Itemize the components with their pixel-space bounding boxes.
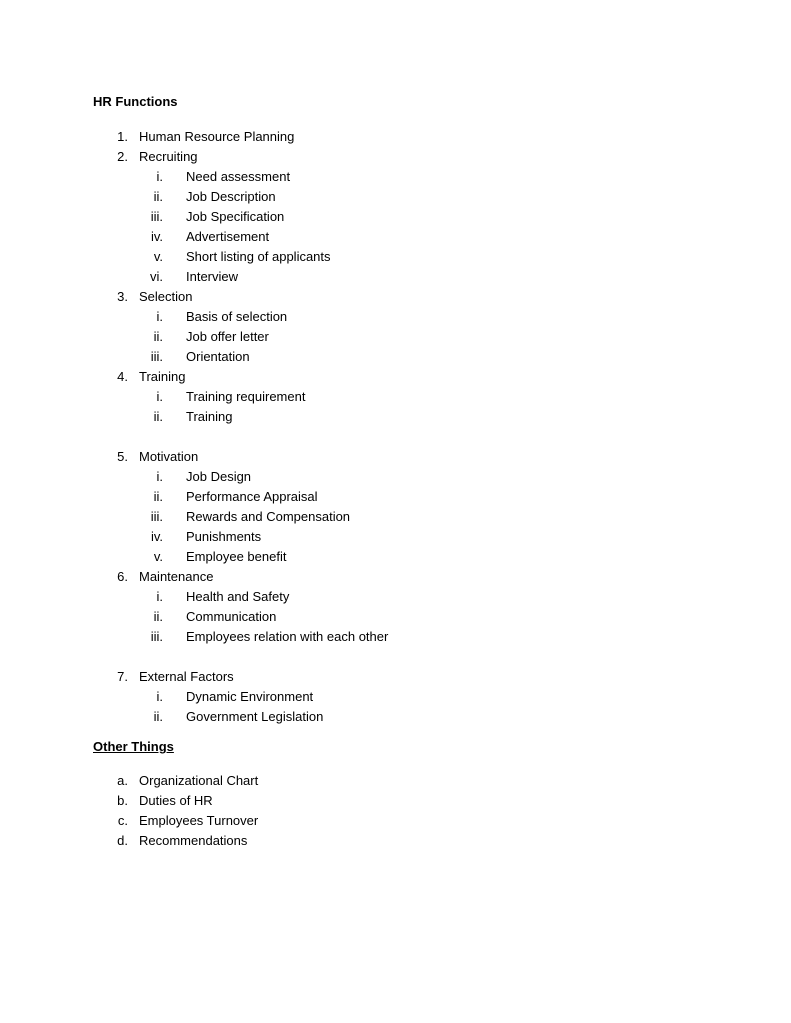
sub-list-item — [0, 607, 791, 627]
sub-list-item-number: iv. — [150, 529, 163, 544]
sub-list-item-label: Employees relation with each other — [186, 629, 389, 644]
sub-list-item-label: Health and Safety — [186, 589, 290, 604]
sub-list-item-label: Employee benefit — [186, 549, 287, 564]
sub-list-item-label: Job Description — [186, 189, 276, 204]
list-item-label: Organizational Chart — [139, 773, 259, 788]
sub-list-item-number: iii. — [150, 349, 163, 364]
other-things-heading: Other Things — [93, 739, 174, 754]
sub-list-item — [0, 227, 791, 247]
list-item — [0, 367, 791, 387]
list-item-label: External Factors — [139, 669, 234, 684]
sub-list-item-number: iii. — [150, 209, 163, 224]
list-item-label: Recommendations — [139, 833, 248, 848]
sub-list-item — [0, 587, 791, 607]
sub-list-item — [0, 387, 791, 407]
list-item-label: Employees Turnover — [139, 813, 259, 828]
sub-list-item-number: i. — [156, 589, 163, 604]
sub-list-item-label: Performance Appraisal — [186, 489, 318, 504]
sub-list-item — [0, 467, 791, 487]
sub-list-item — [0, 507, 791, 527]
sub-list-item-label: Job Design — [186, 469, 252, 484]
sub-list-item-number: iv. — [150, 229, 163, 244]
sub-list-item-label: Job Specification — [186, 209, 285, 224]
list-item-label: Selection — [139, 289, 193, 304]
list-item-letter: b. — [117, 793, 128, 808]
list-item-label: Human Resource Planning — [139, 129, 295, 144]
list-item — [0, 667, 791, 687]
sub-list-item-number: v. — [153, 549, 163, 564]
list-item-label: Maintenance — [139, 569, 214, 584]
list-item — [0, 127, 791, 147]
sub-list-item — [0, 527, 791, 547]
sub-list-item — [0, 307, 791, 327]
hr-functions-heading: HR Functions — [93, 94, 178, 109]
sub-list-item — [0, 267, 791, 287]
list-item-number: 3. — [117, 289, 128, 304]
list-item — [0, 447, 791, 467]
list-item-label: Duties of HR — [139, 793, 213, 808]
sub-list-item-number: i. — [156, 309, 163, 324]
sub-list-item — [0, 187, 791, 207]
sub-list-item-label: Interview — [186, 269, 239, 284]
sub-list-item-number: i. — [156, 169, 163, 184]
sub-list-item-label: Short listing of applicants — [186, 249, 331, 264]
sub-list-item-label: Need assessment — [186, 169, 291, 184]
sub-list-item-number: ii. — [153, 609, 163, 624]
sub-list-item — [0, 167, 791, 187]
sub-list-item-label: Government Legislation — [186, 709, 324, 724]
sub-list-item — [0, 487, 791, 507]
sub-list-item-label: Orientation — [186, 349, 250, 364]
list-item-number: 6. — [117, 569, 128, 584]
sub-list-item-number: ii. — [153, 409, 163, 424]
sub-list-item-number: vi. — [150, 269, 163, 284]
list-item — [0, 567, 791, 587]
sub-list-item — [0, 547, 791, 567]
list-item-letter: a. — [117, 773, 128, 788]
list-item-label: Recruiting — [139, 149, 198, 164]
sub-list-item-number: i. — [156, 389, 163, 404]
sub-list-item — [0, 347, 791, 367]
sub-list-item-number: ii. — [153, 189, 163, 204]
list-item-letter: c. — [117, 813, 128, 828]
sub-list-item-label: Communication — [186, 609, 277, 624]
sub-list-item-number: iii. — [150, 629, 163, 644]
list-item-number: 5. — [117, 449, 128, 464]
list-item-number: 7. — [117, 669, 128, 684]
sub-list-item-label: Advertisement — [186, 229, 270, 244]
sub-list-item-number: ii. — [153, 709, 163, 724]
sub-list-item-number: ii. — [153, 329, 163, 344]
sub-list-item-number: i. — [156, 469, 163, 484]
list-item — [0, 771, 791, 791]
sub-list-item — [0, 707, 791, 727]
list-item-label: Training — [139, 369, 186, 384]
hr-functions-list — [0, 127, 791, 727]
list-item-number: 4. — [117, 369, 128, 384]
sub-list-item-number: ii. — [153, 489, 163, 504]
sub-list-item-label: Job offer letter — [186, 329, 269, 344]
sub-list-item-label: Rewards and Compensation — [186, 509, 351, 524]
other-things-list — [0, 771, 791, 851]
sub-list-item — [0, 327, 791, 347]
sub-list-item-number: iii. — [150, 509, 163, 524]
list-item-number: 2. — [117, 149, 128, 164]
sub-list-item — [0, 687, 791, 707]
list-item — [0, 147, 791, 167]
sub-list-item — [0, 247, 791, 267]
list-item-label: Motivation — [139, 449, 199, 464]
sub-list-item-label: Training requirement — [186, 389, 306, 404]
list-item — [0, 811, 791, 831]
sub-list-item-label: Dynamic Environment — [186, 689, 314, 704]
sub-list-item-number: i. — [156, 689, 163, 704]
list-item — [0, 791, 791, 811]
list-item-letter: d. — [117, 833, 128, 848]
sub-list-item — [0, 207, 791, 227]
sub-list-item — [0, 407, 791, 427]
sub-list-item — [0, 627, 791, 647]
list-item — [0, 831, 791, 851]
list-item — [0, 287, 791, 307]
sub-list-item-number: v. — [153, 249, 163, 264]
sub-list-item-label: Training — [186, 409, 233, 424]
sub-list-item-label: Basis of selection — [186, 309, 288, 324]
sub-list-item-label: Punishments — [186, 529, 262, 544]
list-item-number: 1. — [117, 129, 128, 144]
